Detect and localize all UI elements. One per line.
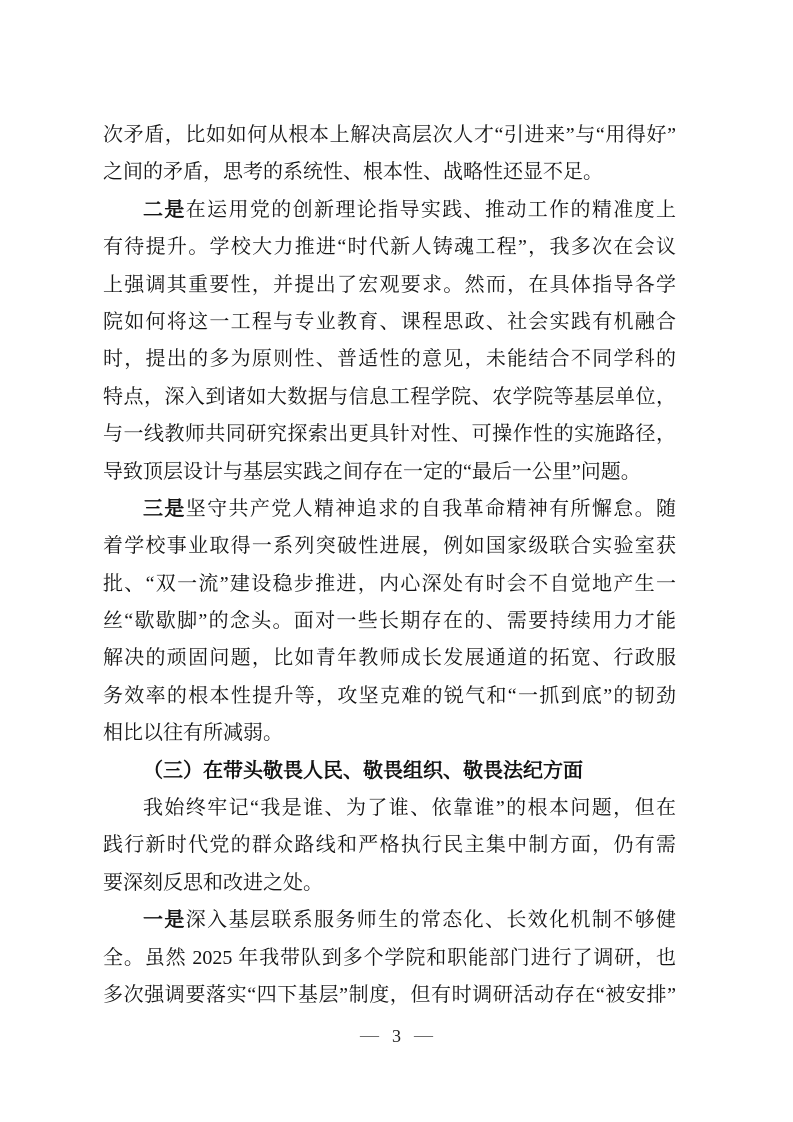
text-line: 有待提升。学校大力推进“时代新人铸魂工程”，我多次在会议 <box>103 236 676 259</box>
text-line: 上强调其重要性，并提出了宏观要求。然而，在具体指导各学 <box>103 273 676 296</box>
bold-lead: 二是 <box>143 198 186 221</box>
text-line: 解决的顽固问题，比如青年教师成长发展通道的拓宽、行政服 <box>103 647 676 670</box>
footer-dash-right: — <box>414 1025 433 1046</box>
text-line: （三）在带头敬畏人民、敬畏组织、敬畏法纪方面 <box>143 759 583 782</box>
text-line: 我始终牢记“我是谁、为了谁、依靠谁”的根本问题，但在 <box>143 797 676 820</box>
page-text <box>103 117 676 1014</box>
text-line: 次矛盾，比如如何从根本上解决高层次人才“引进来”与“用得好” <box>103 124 676 146</box>
text-line: 与一线教师共同研究探索出更具针对性、可操作性的实施路径， <box>103 423 676 446</box>
text-line: 全。虽然 2025 年我带队到多个学院和职能部门进行了调研，也 <box>103 946 676 969</box>
text-line: 时，提出的多为原则性、普适性的意见，未能结合不同学科的 <box>103 348 676 371</box>
text-line: 践行新时代党的群众路线和严格执行民主集中制方面，仍有需 <box>103 834 676 857</box>
text-line: 批、“双一流”建设稳步推进，内心深处有时会不自觉地产生一 <box>103 572 676 595</box>
page-footer <box>0 1026 793 1045</box>
text-line: 多次强调要落实“四下基层”制度，但有时调研活动存在“被安排” <box>103 983 676 1006</box>
text-line: 二是在运用党的创新理论指导实践、推动工作的精准度上 <box>143 198 676 221</box>
text-line: 着学校事业取得一系列突破性进展，例如国家级联合实验室获 <box>103 535 676 558</box>
text-line: 丝“歇歇脚”的念头。面对一些长期存在的、需要持续用力才能 <box>103 610 676 633</box>
page-number: 3 <box>392 1025 401 1046</box>
footer-dash-left: — <box>360 1025 379 1046</box>
text-line: 要深刻反思和改进之处。 <box>103 871 323 894</box>
bold-lead: 一是 <box>143 909 186 932</box>
text-line: 之间的矛盾，思考的系统性、根本性、战略性还显不足。 <box>103 161 603 184</box>
text-line: 三是坚守共产党人精神追求的自我革命精神有所懈怠。随 <box>143 497 676 520</box>
text-line: 导致顶层设计与基层实践之间存在一定的“最后一公里”问题。 <box>103 460 641 483</box>
text-line: 一是深入基层联系服务师生的常态化、长效化机制不够健 <box>143 909 676 932</box>
text-line: 相比以往有所减弱。 <box>103 722 283 745</box>
text-line: 特点，深入到诸如大数据与信息工程学院、农学院等基层单位， <box>103 385 676 408</box>
text-line: 务效率的根本性提升等，攻坚克难的锐气和“一抓到底”的韧劲 <box>103 684 676 707</box>
text-line: 院如何将这一工程与专业教育、课程思政、社会实践有机融合 <box>103 310 676 333</box>
bold-lead: 三是 <box>143 497 186 520</box>
